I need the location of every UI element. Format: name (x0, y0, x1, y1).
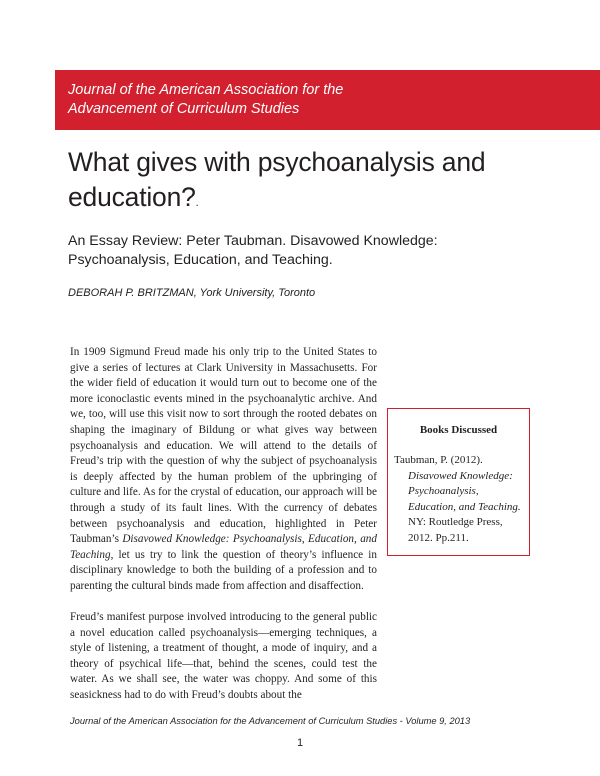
citation-pub-1: NY: Routledge Press, (408, 516, 503, 528)
p1-text-after: , let us try to link the question of theory’s influence in disciplinary knowledge to both the building of a profession and to parenting the cultural binds made from affection and disaffection. (70, 548, 377, 592)
book-citation (394, 453, 528, 546)
journal-banner (55, 70, 600, 130)
citation-title-3: Education, and Teaching. (408, 500, 521, 513)
subtitle-line2: Psychoanalysis, Education, and Teaching. (68, 252, 333, 268)
journal-name-line1: Journal of the American Association for the (68, 82, 344, 98)
page-number: 1 (296, 737, 304, 749)
page-footer: Journal of the American Association for the Advancement of Curriculum Studies - Volume 9, 2013 (70, 716, 471, 726)
body-paragraph-2: Freud’s manifest purpose involved introducing to the general public a novel education called psychoanalysis—emerging techniques, a style of listening, a treatment of thought, a mode of inquiry, and a theory of psychical life—that, behind the scenes, could test the water. As we shall see, the water was choppy. And some of this seasickness had to do with Freud’s doubts about the (70, 611, 377, 701)
citation-title-2: Psychoanalysis, (408, 485, 479, 497)
subtitle-line1: An Essay Review: Peter Taubman. Disavowed Knowledge: (68, 233, 438, 249)
author-byline: DEBORAH P. BRITZMAN, York University, Toronto (68, 287, 316, 299)
article-title-trailing: . (195, 197, 199, 209)
citation-lead: Taubman, P. (2012). (394, 454, 483, 466)
citation-pub-2: 2012. Pp.211. (408, 531, 469, 544)
journal-name (68, 81, 343, 119)
body-paragraph-1 (70, 345, 377, 595)
citation-title-1: Disavowed Knowledge: (408, 469, 513, 482)
article-subtitle (68, 232, 548, 270)
p1-book-title: Disavowed Knowledge: Psychoanalysis, Education, and Teaching (70, 533, 377, 561)
article-title-text: What gives with psychoanalysis and education? (68, 147, 486, 212)
p1-text-before: In 1909 Sigmund Freud made his only trip to the United States to give a series of lectures at Clark University in Massachusetts. For the wider field of education it would turn out to become one of the more iconoclastic events mined in the psychoanalytic archive. And we, too, will use this visit now to sort through the rooted debates on shaping the imaginary of Bildung or what gives way between psychoanalysis and education. We will attend to the details of Freud’s trip with the question of why the subject of psychoanalysis is deeply affected by the human problem of the upbringing of culture and life. As for the crystal of education, our approach will be through a study of its fault lines. With the currency of debates between psychoanalysis and education, highlighted in Peter Taubman’s (70, 346, 377, 546)
journal-name-line2: Advancement of Curriculum Studies (68, 101, 300, 117)
books-discussed-heading: Books Discussed (419, 424, 498, 436)
article-title (68, 145, 568, 221)
books-discussed-box (387, 408, 530, 556)
